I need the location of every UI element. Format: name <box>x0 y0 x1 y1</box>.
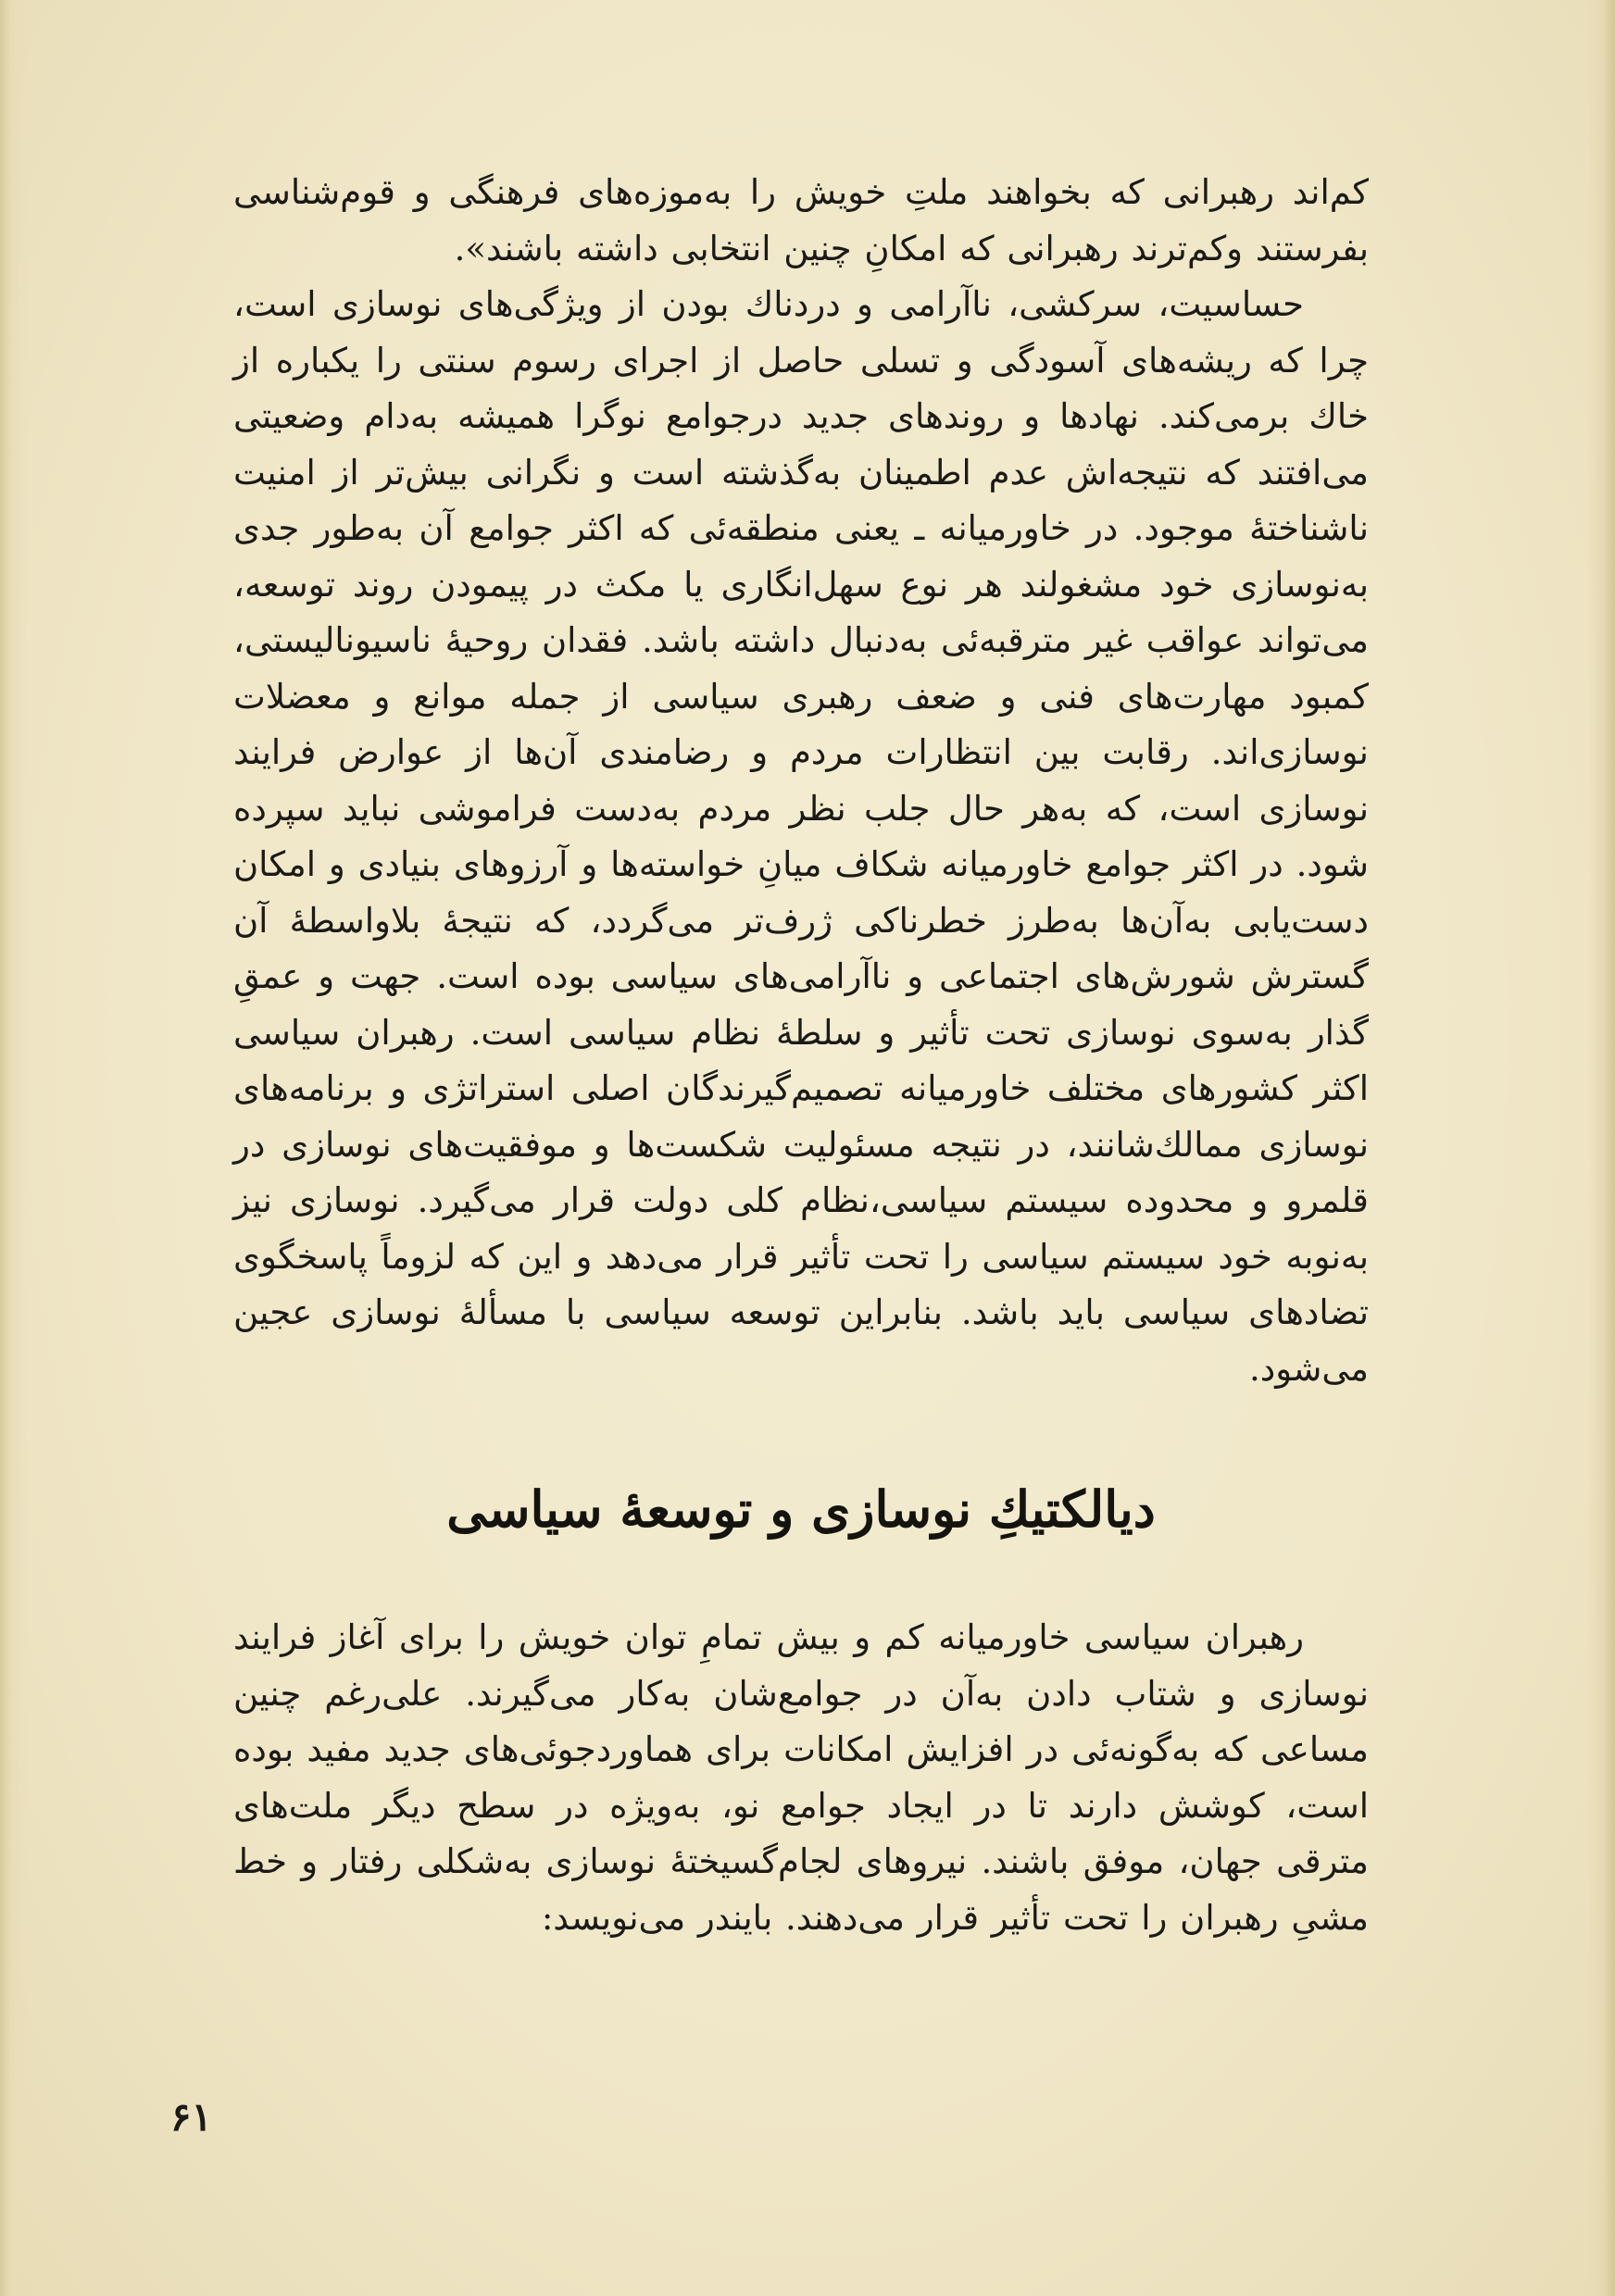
paragraph-political-leaders: رهبران سیاسی خاورمیانه کم و بیش تمامِ توان خویش را برای آغاز فرایند نوسازی و شتاب دادن به‌آن در جوامع‌شان به‌کار می‌گیرند. علی‌رغم چنین مساعی که به‌گونه‌ئی در افزایش امکانات برای هماوردجوئی‌های جدید مفید بوده است، کوشش دارند تا در ایجاد جوامع نو، به‌ویژه در سطح دیگر ملت‌های مترقی جهان، موفق باشند. نیروهای لجام‌گسیختهٔ نوسازی به‌شکلی رفتار و خط مشیِ رهبران را تحت تأثیر قرار می‌دهند. بایندر می‌نویسد: <box>233 1617 1369 1938</box>
page-text-block <box>233 165 1369 1946</box>
paragraph-modernization-features: حساسیت، سرکشی، ناآرامی و دردناك بودن از ویژگی‌های نوسازی است، چرا که ریشه‌های آسودگی و تسلی حاصل از اجرای رسوم سنتی را یکباره از خاك برمی‌کند. نهادها و روندهای جدید درجوامع نوگرا همیشه به‌دام وضعیتی می‌افتند که نتیجه‌اش عدم اطمینان به‌گذشته است و نگرانی بیش‌تر از امنیت ناشناختهٔ موجود. در خاورمیانه ـ یعنی منطقه‌ئی که اکثر جوامع آن به‌طور جدی به‌نوسازی خود مشغولند هر نوع سهل‌انگاری یا مکث در پیمودن روند توسعه، می‌تواند عواقب غیر مترقبه‌ئی به‌دنبال داشته باشد. فقدان روحیهٔ ناسیونالیستی، کمبود مهارت‌های فنی و ضعف رهبری سیاسی از جمله موانع و معضلات نوسازی‌اند. رقابت بین انتظارات مردم و رضامندی آن‌ها از عوارض فرایند نوسازی است، که به‌هر حال جلب نظر مردم به‌دست فراموشی نباید سپرده شود. در اکثر جوامع خاورمیانه شکاف میانِ خواسته‌ها و آرزوهای بنیادی و امکان دست‌یابی به‌آن‌ها به‌طرز خطرناکی ژرف‌تر می‌گردد، که نتیجهٔ بلاواسطهٔ آن گسترش شورش‌های اجتماعی و ناآرامی‌های سیاسی بوده است. جهت و عمقِ گذار به‌سوی نوسازی تحت تأثیر و سلطهٔ نظام سیاسی است. رهبران سیاسی اکثر کشورهای مختلف خاورمیانه تصمیم‌گیرندگان اصلی استراتژی و برنامه‌های نوسازی ممالك‌شانند، در نتیجه مسئولیت شکست‌ها و موفقیت‌های نوسازی در قلمرو و محدوده سیستم سیاسی،نظام کلی دولت قرار می‌گیرد. نوسازی نیز به‌نوبه خود سیستم سیاسی را تحت تأثیر قرار می‌دهد و این که لزوماً پاسخگوی تضادهای سیاسی باید باشد. بنابراین توسعه سیاسی با مسألهٔ نوسازی عجین می‌شود. <box>233 284 1369 1389</box>
page-edge-left <box>0 0 28 2296</box>
page-edge-right <box>1587 0 1615 2296</box>
paragraph-quote-ending: کم‌اند رهبرانی که بخواهند ملتِ خویش را به‌موزه‌های فرهنگی و قوم‌شناسی بفرستند وکم‌ترند رهبرانی که امکانِ چنین انتخابی داشته باشند». <box>233 172 1369 268</box>
section-heading: دیالکتیكِ نوسازی و توسعهٔ سیاسی <box>446 1479 1156 1539</box>
page-number: ۶۱ <box>170 2094 213 2140</box>
